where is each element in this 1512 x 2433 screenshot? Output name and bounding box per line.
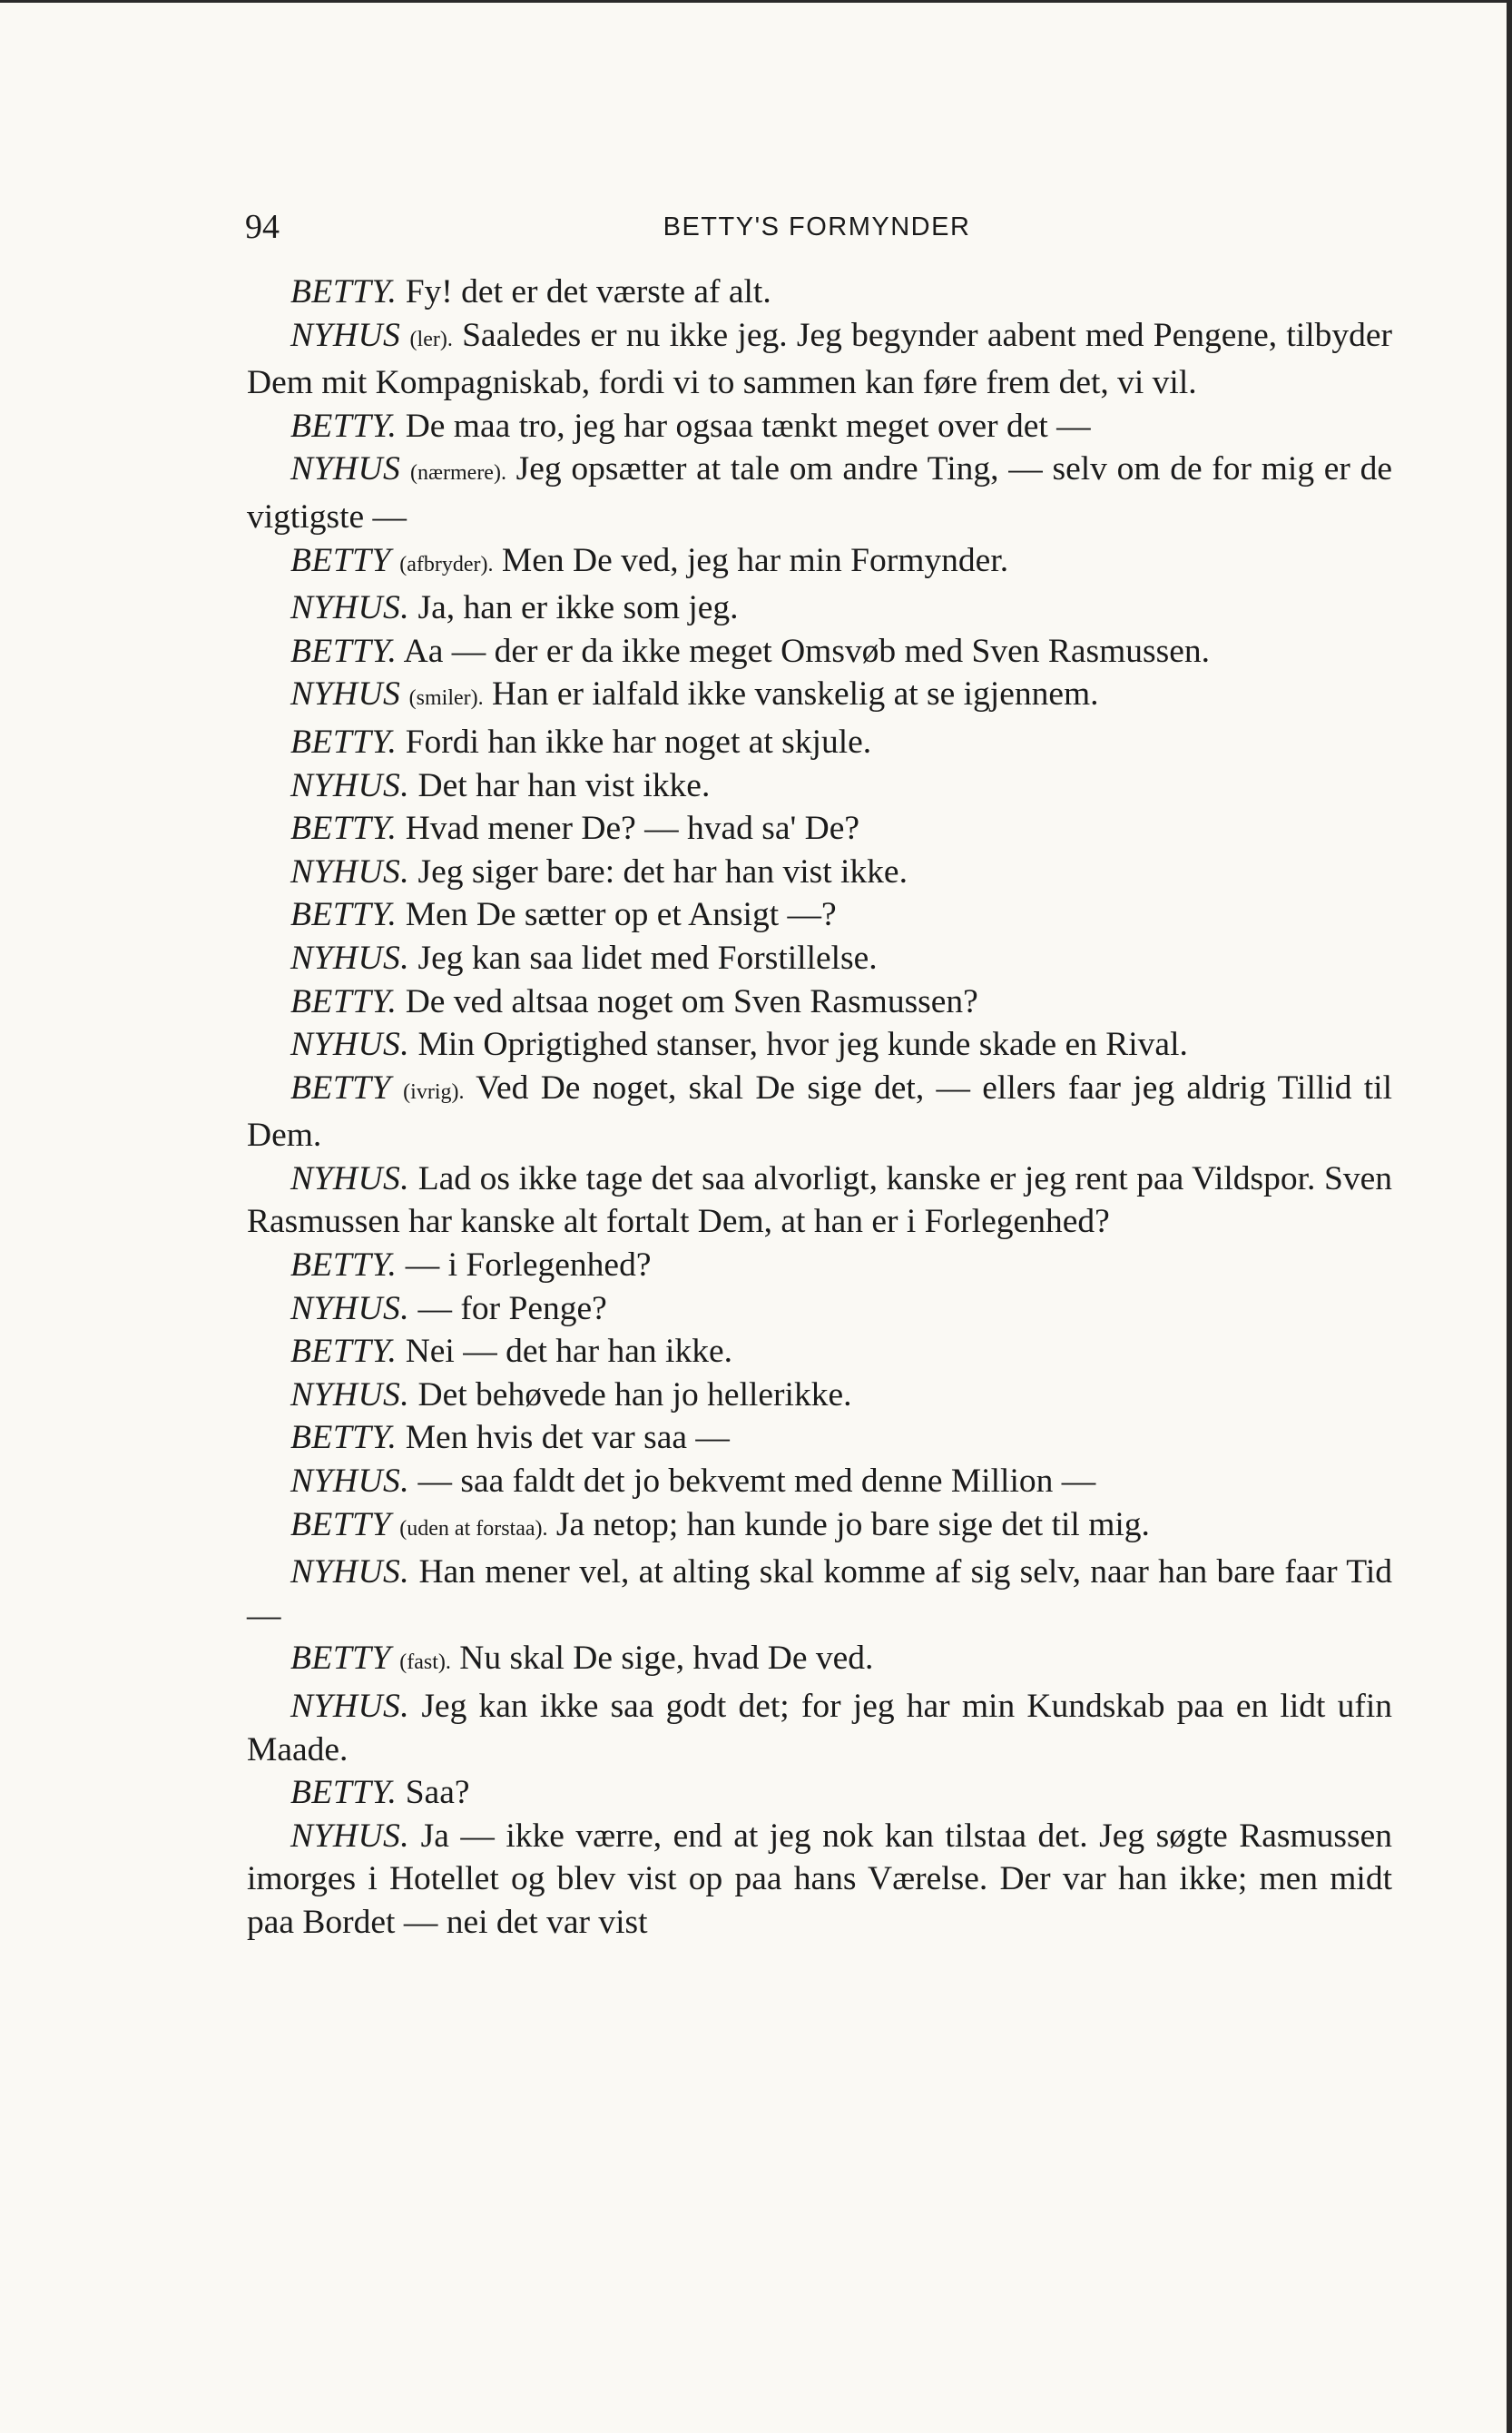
spoken-text: Fy! det er det værste af alt. bbox=[405, 273, 771, 310]
speaker-name: NYHUS. bbox=[290, 852, 410, 891]
speaker-name: NYHUS. bbox=[290, 1463, 410, 1501]
dialogue-line bbox=[247, 673, 1392, 721]
spoken-text: Min Oprigtighed stanser, hvor jeg kunde skade en Rival. bbox=[417, 1026, 1188, 1064]
speaker-name: NYHUS bbox=[290, 675, 401, 714]
spoken-text: Saa? bbox=[405, 1774, 470, 1812]
spoken-text: Jeg kan ikke saa godt det; for jeg har min Kundskab paa en lidt ufin Maade. bbox=[247, 1688, 1393, 1768]
speaker-name: BETTY. bbox=[290, 723, 398, 761]
dialogue-line bbox=[247, 539, 1392, 587]
dialogue-line bbox=[247, 721, 1392, 764]
dialogue-line bbox=[247, 851, 1392, 894]
speaker-name: NYHUS. bbox=[290, 1688, 410, 1725]
stage-direction: (afbryder). bbox=[399, 552, 494, 576]
speaker-name: NYHUS. bbox=[290, 939, 410, 977]
speaker-name: NYHUS. bbox=[290, 1553, 410, 1591]
speaker-name: NYHUS bbox=[290, 450, 401, 488]
speaker-name: NYHUS. bbox=[290, 1026, 410, 1064]
spoken-text: De ved altsaa noget om Sven Rasmussen? bbox=[405, 982, 978, 1020]
stage-direction: (ler). bbox=[409, 327, 453, 351]
speaker-name: NYHUS. bbox=[290, 1375, 410, 1414]
stage-direction: (ivrig). bbox=[403, 1079, 465, 1104]
dialogue-line bbox=[247, 1244, 1392, 1287]
speaker-name: NYHUS. bbox=[290, 1289, 410, 1327]
spoken-text: Han mener vel, at alting skal komme af sig selv, naar han bare faar Tid — bbox=[247, 1553, 1392, 1634]
speaker-name: BETTY. bbox=[290, 273, 398, 310]
stage-direction: (uden at forstaa). bbox=[399, 1516, 548, 1541]
dialogue-line bbox=[247, 1685, 1392, 1771]
speaker-name: BETTY bbox=[290, 1069, 391, 1107]
dialogue-line bbox=[247, 1287, 1392, 1331]
page-header bbox=[245, 204, 1389, 250]
spoken-text: Aa — der er da ikke meget Omsvøb med Sven Rasmussen. bbox=[403, 632, 1210, 670]
stage-direction: (nærmere). bbox=[410, 461, 506, 486]
speaker-name: NYHUS. bbox=[290, 1159, 410, 1197]
dialogue-line bbox=[247, 1815, 1392, 1945]
spoken-text: — i Forlegenhed? bbox=[405, 1246, 652, 1285]
dialogue-line bbox=[247, 271, 1392, 314]
dialogue-line bbox=[247, 1503, 1392, 1551]
spoken-text: Men De sætter op et Ansigt —? bbox=[405, 896, 837, 934]
speaker-name: BETTY. bbox=[290, 1774, 398, 1812]
dialogue-line bbox=[247, 1551, 1392, 1637]
spoken-text: Det har han vist ikke. bbox=[417, 766, 711, 804]
dialogue-line bbox=[247, 807, 1392, 851]
spoken-text: Men hvis det var saa — bbox=[405, 1419, 730, 1457]
spoken-text: — saa faldt det jo bekvemt med denne Million — bbox=[417, 1463, 1096, 1501]
speaker-name: NYHUS bbox=[290, 316, 401, 354]
speaker-name: BETTY. bbox=[290, 1419, 398, 1457]
stage-direction: (smiler). bbox=[408, 686, 484, 711]
dialogue-line bbox=[247, 937, 1392, 980]
speaker-name: BETTY. bbox=[290, 632, 398, 670]
dialogue-line bbox=[247, 893, 1392, 937]
dialogue-line bbox=[247, 1330, 1392, 1374]
spoken-text: Jeg opsætter at tale om andre Ting, — selv om de for mig er de vigtigste — bbox=[247, 450, 1393, 536]
dialogue-line bbox=[247, 980, 1392, 1024]
speaker-name: BETTY. bbox=[290, 896, 398, 934]
spoken-text: Nu skal De sige, hvad De ved. bbox=[459, 1640, 874, 1678]
stage-direction: (fast). bbox=[399, 1650, 451, 1675]
spoken-text: Jeg siger bare: det har han vist ikke. bbox=[417, 852, 908, 891]
speaker-name: BETTY bbox=[290, 541, 391, 579]
spoken-text: — for Penge? bbox=[417, 1289, 607, 1327]
speaker-name: BETTY. bbox=[290, 810, 398, 848]
spoken-text: Ja, han er ikke som jeg. bbox=[417, 589, 739, 627]
dialogue-line bbox=[247, 1460, 1392, 1503]
spoken-text: Men De ved, jeg har min Formynder. bbox=[501, 541, 1009, 579]
dialogue-line bbox=[247, 1023, 1392, 1067]
speaker-name: BETTY. bbox=[290, 407, 398, 445]
dialogue-line bbox=[247, 1067, 1392, 1157]
dialogue-line bbox=[247, 1416, 1392, 1460]
spoken-text: Ved De noget, skal De sige det, — ellers faar jeg aldrig Tillid til Dem. bbox=[247, 1069, 1393, 1155]
speaker-name: BETTY bbox=[290, 1640, 391, 1678]
speaker-name: NYHUS. bbox=[290, 1817, 410, 1855]
spoken-text: Nei — det har han ikke. bbox=[405, 1333, 732, 1371]
spoken-text: Saaledes er nu ikke jeg. Jeg begynder aabent med Pengene, tilbyder Dem mit Kompagniskab, fordi vi to sammen kan føre frem det, vi vil. bbox=[247, 316, 1393, 402]
spoken-text: Jeg kan saa lidet med Forstillelse. bbox=[417, 939, 878, 977]
spoken-text: De maa tro, jeg har ogsaa tænkt meget over det — bbox=[405, 407, 1091, 445]
dialogue-line bbox=[247, 1637, 1392, 1685]
speaker-name: BETTY bbox=[290, 1505, 391, 1543]
running-title: BETTY'S FORMYNDER bbox=[663, 212, 971, 241]
spoken-text: Fordi han ikke har noget at skjule. bbox=[405, 723, 872, 761]
dialogue-line bbox=[247, 1374, 1392, 1417]
dialogue-line bbox=[247, 764, 1392, 808]
speaker-name: NYHUS. bbox=[290, 766, 410, 804]
spoken-text: Det behøvede han jo hellerikke. bbox=[417, 1375, 852, 1414]
page-number: 94 bbox=[245, 208, 280, 246]
spoken-text: Han er ialfald ikke vanskelig at se igjennem. bbox=[492, 675, 1099, 714]
spoken-text: Ja — ikke værre, end at jeg nok kan tilstaa det. Jeg søgte Rasmussen imorges i Hotellet og blev vist op paa hans Værelse. Der var han ikke; men midt paa Bordet — nei det var vist bbox=[247, 1817, 1392, 1941]
dialogue-line bbox=[247, 630, 1392, 674]
spoken-text: Lad os ikke tage det saa alvorligt, kanske er jeg rent paa Vildspor. Sven Rasmussen har kanske alt fortalt Dem, at han er i Forlegenhed? bbox=[247, 1159, 1392, 1241]
spoken-text: Hvad mener De? — hvad sa' De? bbox=[405, 810, 860, 848]
speaker-name: BETTY. bbox=[290, 1333, 398, 1371]
speaker-name: NYHUS. bbox=[290, 589, 410, 627]
dialogue-line bbox=[247, 1157, 1392, 1244]
dialogue-line bbox=[247, 314, 1392, 405]
speaker-name: BETTY. bbox=[290, 1246, 398, 1285]
dialogue-line bbox=[247, 448, 1392, 538]
dialogue-line bbox=[247, 1771, 1392, 1815]
dialogue-text bbox=[247, 271, 1392, 1945]
spoken-text: Ja netop; han kunde jo bare sige det til mig. bbox=[555, 1505, 1150, 1543]
speaker-name: BETTY. bbox=[290, 982, 398, 1020]
dialogue-line bbox=[247, 405, 1392, 448]
dialogue-line bbox=[247, 586, 1392, 630]
